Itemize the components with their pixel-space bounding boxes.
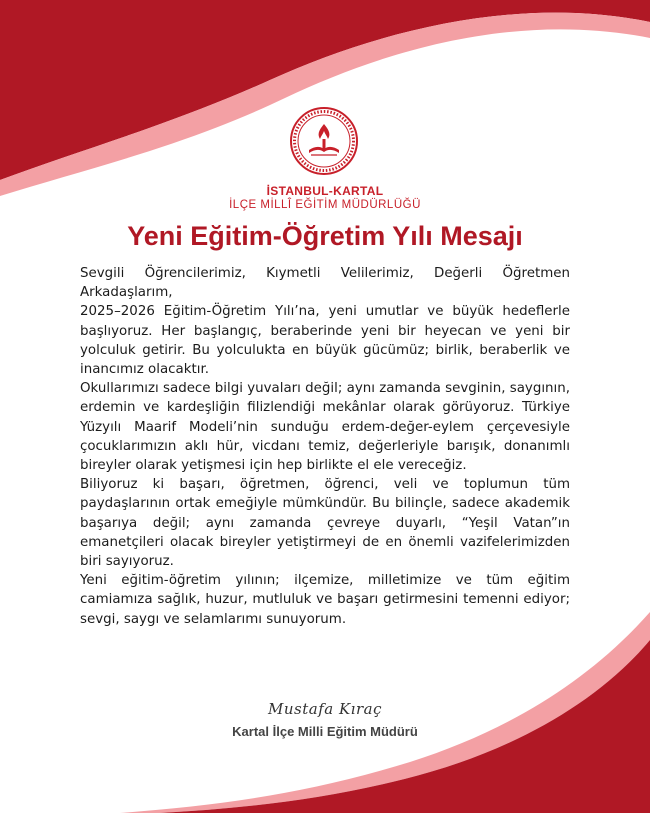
paragraph-1: 2025–2026 Eğitim-Öğretim Yılı’na, yeni umutlar ve büyük hedeflerle başlıyoruz. Her başlangıç, beraberinde yeni bir heyecan ve yeni bir yolculuk getirir. Bu yolculukta en büyük gücümüz; birlik, beraberlik ve inancımız olacaktır. [80,304,570,378]
paragraph-greeting: Sevgili Öğrencilerimiz, Kıymetli Velilerimiz, Değerli Öğretmen Arkadaşlarım, [80,266,570,301]
page-title: Yeni Eğitim-Öğretim Yılı Mesajı [127,221,523,251]
message-body [80,264,570,629]
ministry-of-education-seal-icon [289,106,359,176]
paragraph-2: Okullarımızı sadece bilgi yuvaları değil; aynı zamanda sevginin, saygının, erdemin ve kardeşliğin filizlendiği mekânlar olarak görüyoruz. Türkiye Yüzyılı Maarif Modeli’nin sunduğu erdem-değer-eylem çerçevesiyle çocuklarımızın aklı hür, vicdanı temiz, değerleriyle barışık, donanımlı bireyler olarak yetişmesi için hep birlikte el ele vereceğiz. [80,381,570,474]
paragraph-3: Biliyoruz ki başarı, öğretmen, öğrenci, veli ve toplumun tüm paydaşlarının ortak emeğiyle mümkündür. Bu bilinçle, sadece akademik başarıya değil; aynı zamanda çevreye duyarlı, “Yeşil Vatan”ın emanetçileri olacak bireyler yetiştirmeyi de en önemli vazifelerimizden biri sayıyoruz. [80,477,570,570]
paragraph-4: Yeni eğitim-öğretim yılının; ilçemize, milletimize ve tüm eğitim camiamıza sağlık, huzur, mutluluk ve başarı getirmesini temenni ediyor; sevgi, saygı ve selamlarımı sunuyorum. [80,573,570,627]
organization-line-2: İLÇE MİLLÎ EĞİTİM MÜDÜRLÜĞÜ [229,199,421,211]
signature-title: Kartal İlçe Milli Eğitim Müdürü [232,724,418,739]
signature-name: Mustafa Kıraç [268,700,382,718]
organization-line-1: İSTANBUL-KARTAL [266,184,384,198]
